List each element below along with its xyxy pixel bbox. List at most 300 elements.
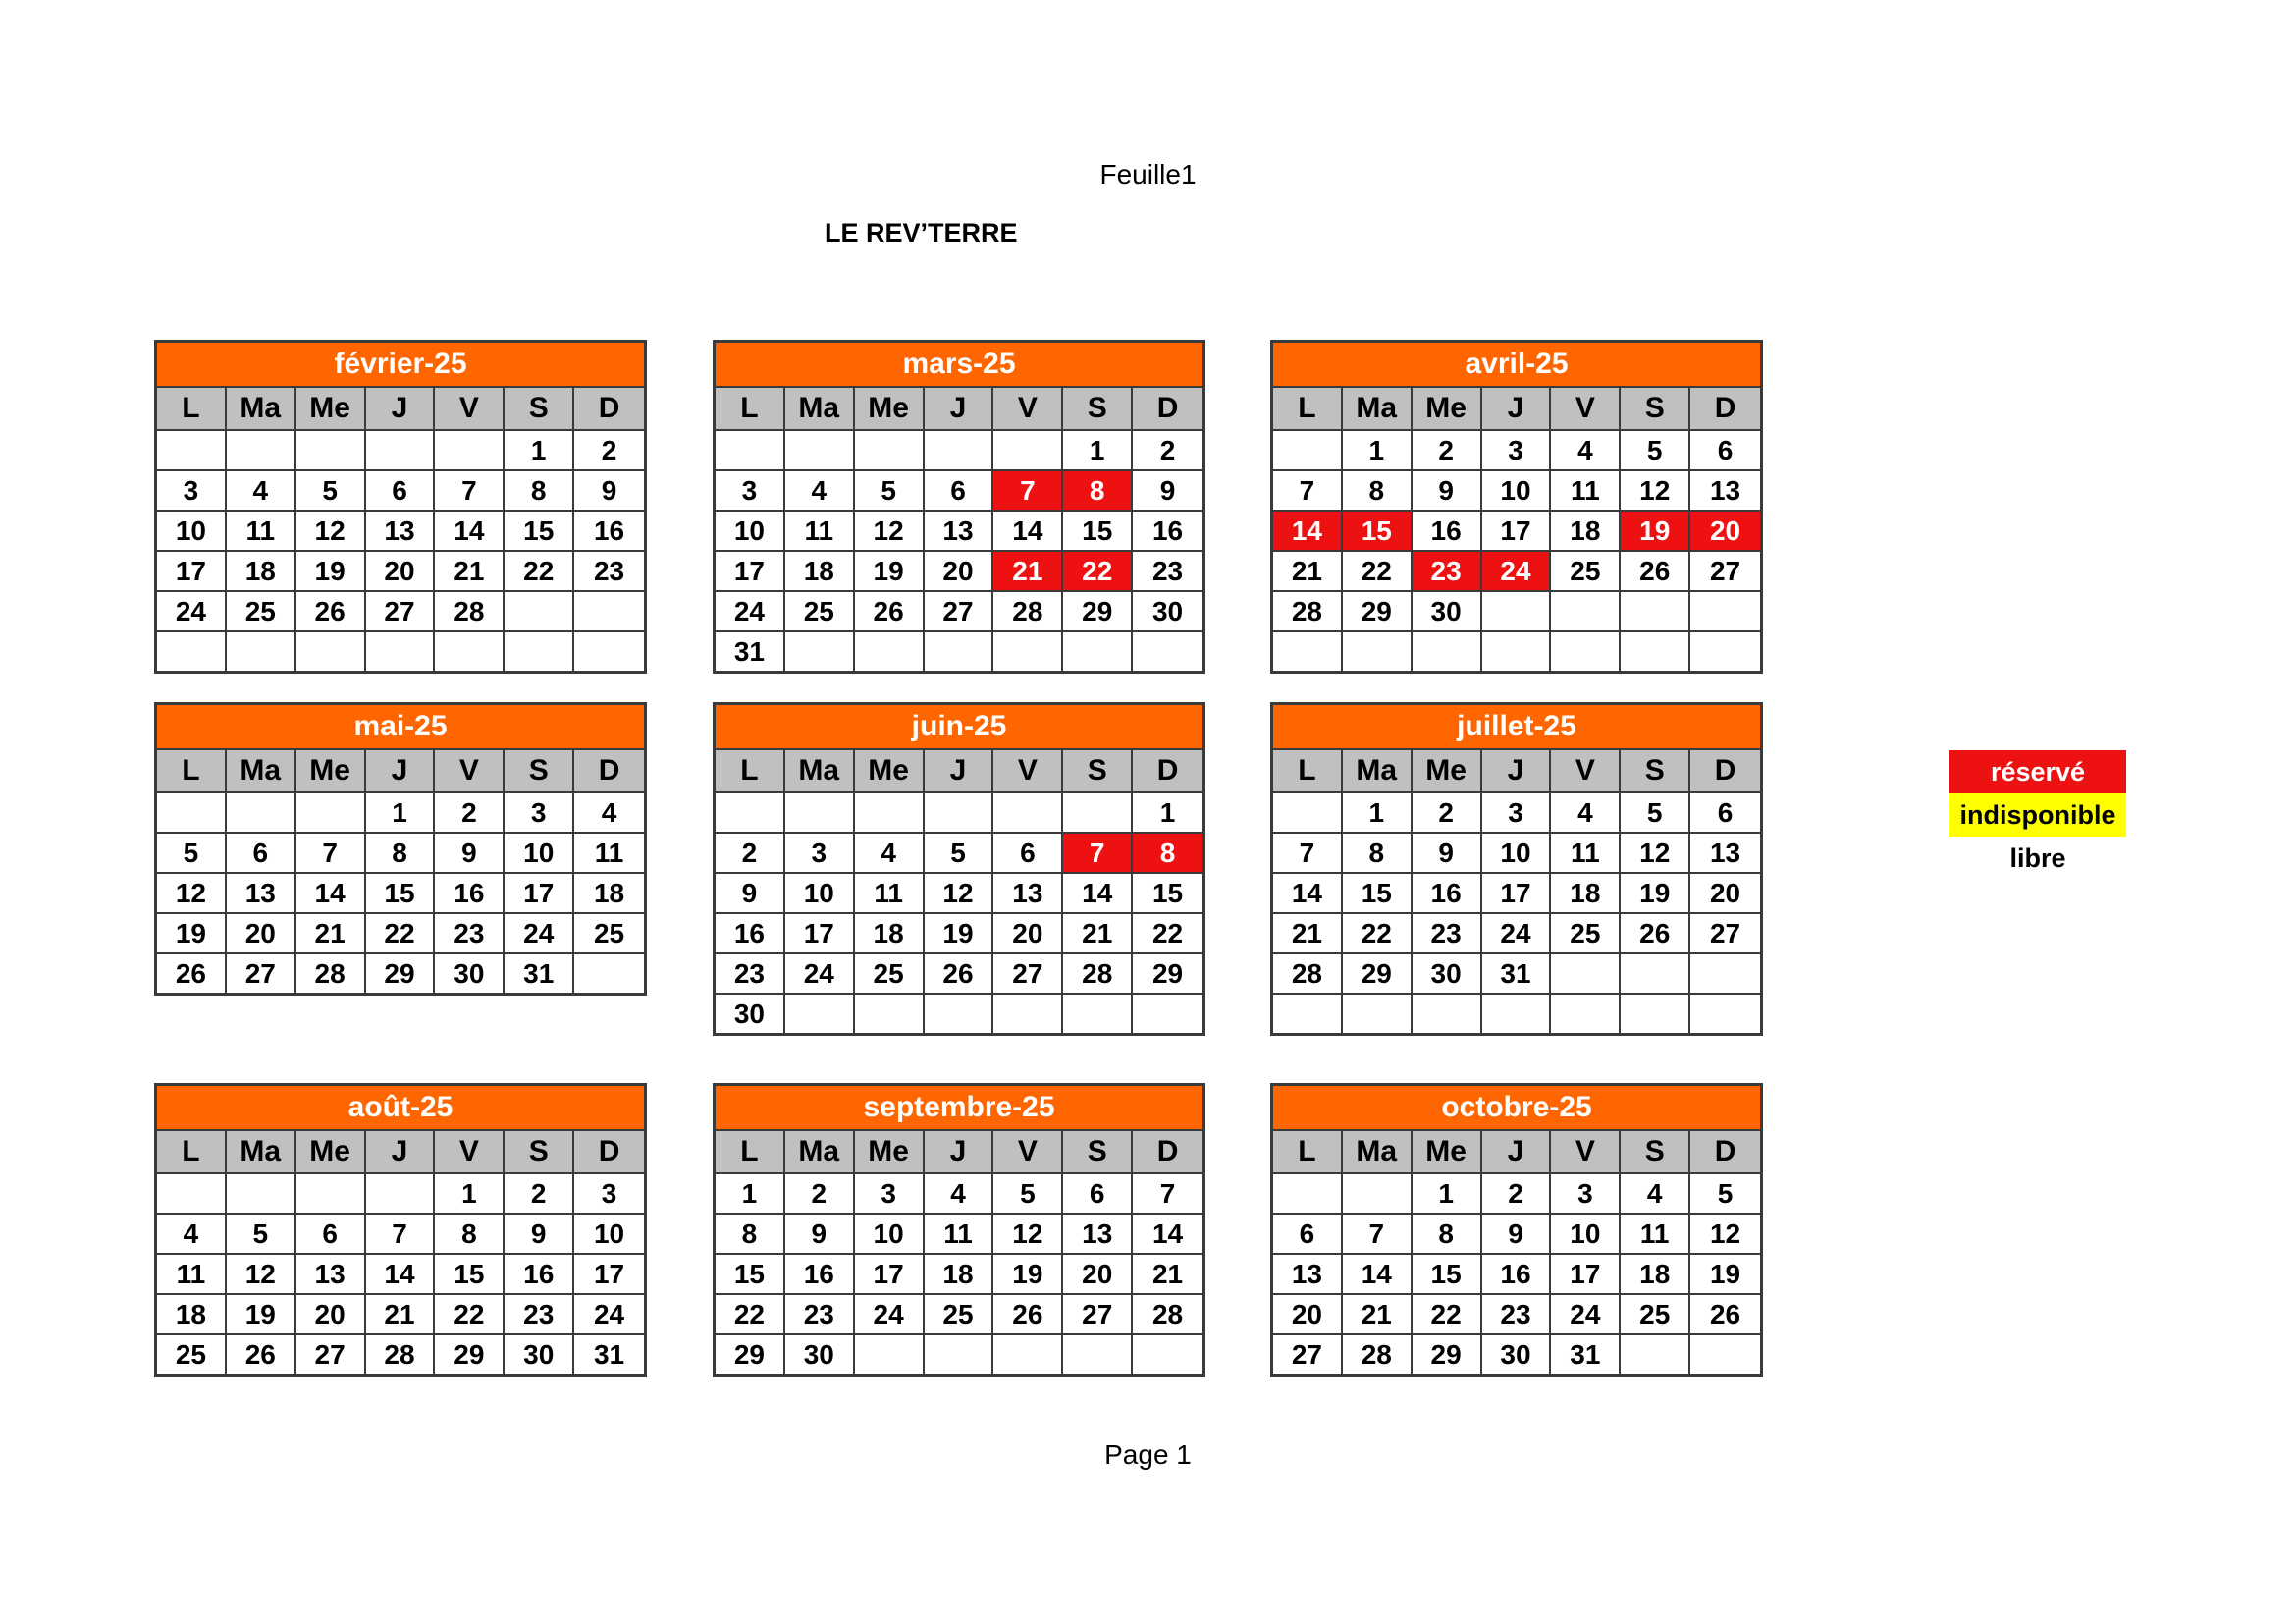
day-cell: 2 — [574, 431, 644, 471]
empty-cell — [993, 995, 1063, 1033]
day-cell: 19 — [925, 914, 994, 954]
day-cell: 26 — [296, 592, 366, 632]
day-cell: 1 — [366, 793, 436, 834]
day-cell: 22 — [1343, 552, 1413, 592]
weekday-header: Me — [1413, 388, 1482, 431]
weekday-header: Me — [1413, 750, 1482, 793]
day-cell: 18 — [1551, 512, 1621, 552]
day-cell: 12 — [157, 874, 227, 914]
weekday-header: L — [1273, 750, 1343, 793]
day-cell: 15 — [505, 512, 574, 552]
day-cell: 25 — [1621, 1295, 1690, 1335]
weekday-header: Me — [296, 1131, 366, 1174]
weekday-header: S — [1621, 750, 1690, 793]
empty-cell — [296, 793, 366, 834]
sheet-name: Feuille1 — [1099, 159, 1197, 189]
empty-cell — [785, 995, 855, 1033]
empty-cell — [716, 431, 785, 471]
day-cell: 19 — [1621, 874, 1690, 914]
day-cell: 20 — [227, 914, 296, 954]
empty-cell — [993, 431, 1063, 471]
day-cell: 5 — [227, 1215, 296, 1255]
empty-cell — [1621, 995, 1690, 1033]
day-cell: 8 — [1063, 471, 1133, 512]
day-cell: 17 — [1551, 1255, 1621, 1295]
weekday-header: S — [505, 750, 574, 793]
weekday-header: J — [1482, 1131, 1552, 1174]
empty-cell — [1621, 592, 1690, 632]
day-cell: 22 — [1133, 914, 1202, 954]
day-cell: 18 — [1621, 1255, 1690, 1295]
day-cell: 16 — [574, 512, 644, 552]
day-cell: 8 — [505, 471, 574, 512]
day-cell: 27 — [993, 954, 1063, 995]
weekday-header: S — [505, 1131, 574, 1174]
weekday-header: Ma — [785, 1131, 855, 1174]
empty-cell — [1690, 1335, 1760, 1374]
weekday-header: Me — [855, 388, 925, 431]
day-cell: 13 — [366, 512, 436, 552]
day-cell: 21 — [296, 914, 366, 954]
day-cell: 27 — [1273, 1335, 1343, 1374]
empty-cell — [574, 954, 644, 993]
day-cell: 7 — [993, 471, 1063, 512]
day-cell: 26 — [925, 954, 994, 995]
weekday-header: D — [574, 388, 644, 431]
empty-cell — [1063, 632, 1133, 671]
month-calendar — [713, 1083, 1205, 1377]
empty-cell — [716, 793, 785, 834]
day-cell: 19 — [993, 1255, 1063, 1295]
day-cell: 19 — [1690, 1255, 1760, 1295]
day-cell: 9 — [785, 1215, 855, 1255]
day-cell: 23 — [785, 1295, 855, 1335]
weekday-header: J — [1482, 388, 1552, 431]
month-title: février-25 — [157, 343, 644, 388]
day-cell: 22 — [1413, 1295, 1482, 1335]
day-cell: 15 — [716, 1255, 785, 1295]
day-cell: 10 — [1551, 1215, 1621, 1255]
empty-cell — [574, 632, 644, 671]
weekday-header: Ma — [1343, 750, 1413, 793]
day-cell: 26 — [1621, 914, 1690, 954]
day-cell: 13 — [296, 1255, 366, 1295]
day-cell: 27 — [1063, 1295, 1133, 1335]
day-cell: 29 — [1413, 1335, 1482, 1374]
day-cell: 9 — [1413, 471, 1482, 512]
day-cell: 22 — [505, 552, 574, 592]
weekday-header: L — [1273, 388, 1343, 431]
day-cell: 30 — [1482, 1335, 1552, 1374]
document-title: LE REV’TERRE — [825, 218, 1018, 247]
day-cell: 15 — [435, 1255, 505, 1295]
day-cell: 28 — [1343, 1335, 1413, 1374]
day-cell: 13 — [227, 874, 296, 914]
day-cell: 8 — [1343, 471, 1413, 512]
month-title: avril-25 — [1273, 343, 1760, 388]
day-cell: 13 — [925, 512, 994, 552]
empty-cell — [925, 1335, 994, 1374]
day-cell: 15 — [1063, 512, 1133, 552]
day-cell: 10 — [1482, 834, 1552, 874]
day-cell: 1 — [505, 431, 574, 471]
empty-cell — [855, 632, 925, 671]
day-cell: 21 — [1343, 1295, 1413, 1335]
empty-cell — [925, 995, 994, 1033]
day-cell: 4 — [574, 793, 644, 834]
empty-cell — [227, 431, 296, 471]
month-grid — [716, 388, 1202, 671]
day-cell: 6 — [296, 1215, 366, 1255]
day-cell: 17 — [157, 552, 227, 592]
empty-cell — [366, 1174, 436, 1215]
day-cell: 18 — [785, 552, 855, 592]
day-cell: 4 — [1551, 431, 1621, 471]
empty-cell — [1621, 632, 1690, 671]
empty-cell — [227, 793, 296, 834]
day-cell: 6 — [366, 471, 436, 512]
empty-cell — [1133, 632, 1202, 671]
day-cell: 29 — [1133, 954, 1202, 995]
day-cell: 24 — [574, 1295, 644, 1335]
empty-cell — [227, 1174, 296, 1215]
day-cell: 24 — [785, 954, 855, 995]
empty-cell — [855, 995, 925, 1033]
day-cell: 16 — [1413, 874, 1482, 914]
empty-cell — [157, 431, 227, 471]
day-cell: 4 — [855, 834, 925, 874]
empty-cell — [1551, 632, 1621, 671]
day-cell: 16 — [1133, 512, 1202, 552]
day-cell: 25 — [925, 1295, 994, 1335]
day-cell: 30 — [716, 995, 785, 1033]
empty-cell — [1063, 1335, 1133, 1374]
legend-free: libre — [2009, 843, 2066, 873]
day-cell: 23 — [1133, 552, 1202, 592]
day-cell: 8 — [1413, 1215, 1482, 1255]
day-cell: 19 — [227, 1295, 296, 1335]
day-cell: 25 — [574, 914, 644, 954]
day-cell: 10 — [574, 1215, 644, 1255]
month-calendar — [713, 702, 1205, 1036]
empty-cell — [227, 632, 296, 671]
day-cell: 17 — [855, 1255, 925, 1295]
empty-cell — [1273, 632, 1343, 671]
weekday-header: J — [1482, 750, 1552, 793]
weekday-header: J — [366, 1131, 436, 1174]
day-cell: 18 — [574, 874, 644, 914]
day-cell: 17 — [716, 552, 785, 592]
day-cell: 20 — [993, 914, 1063, 954]
month-grid — [157, 750, 644, 993]
day-cell: 5 — [925, 834, 994, 874]
day-cell: 16 — [1482, 1255, 1552, 1295]
month-grid — [157, 1131, 644, 1374]
month-calendar — [1270, 1083, 1763, 1377]
day-cell: 15 — [1343, 874, 1413, 914]
day-cell: 1 — [1343, 431, 1413, 471]
day-cell: 14 — [993, 512, 1063, 552]
day-cell: 11 — [785, 512, 855, 552]
day-cell: 11 — [925, 1215, 994, 1255]
day-cell: 21 — [1273, 552, 1343, 592]
day-cell: 10 — [855, 1215, 925, 1255]
day-cell: 31 — [1482, 954, 1552, 995]
month-title: juillet-25 — [1273, 705, 1760, 750]
day-cell: 15 — [366, 874, 436, 914]
day-cell: 27 — [925, 592, 994, 632]
day-cell: 4 — [925, 1174, 994, 1215]
day-cell: 14 — [296, 874, 366, 914]
empty-cell — [296, 1174, 366, 1215]
day-cell: 11 — [1551, 471, 1621, 512]
day-cell: 1 — [1063, 431, 1133, 471]
empty-cell — [855, 1335, 925, 1374]
day-cell: 6 — [1690, 431, 1760, 471]
day-cell: 4 — [1621, 1174, 1690, 1215]
weekday-header: V — [993, 750, 1063, 793]
day-cell: 10 — [1482, 471, 1552, 512]
day-cell: 14 — [1063, 874, 1133, 914]
day-cell: 2 — [435, 793, 505, 834]
day-cell: 21 — [1133, 1255, 1202, 1295]
day-cell: 22 — [1343, 914, 1413, 954]
month-title: octobre-25 — [1273, 1086, 1760, 1131]
day-cell: 19 — [157, 914, 227, 954]
day-cell: 9 — [1482, 1215, 1552, 1255]
day-cell: 17 — [574, 1255, 644, 1295]
weekday-header: Ma — [1343, 388, 1413, 431]
day-cell: 3 — [505, 793, 574, 834]
empty-cell — [993, 1335, 1063, 1374]
day-cell: 2 — [1413, 793, 1482, 834]
day-cell: 12 — [1621, 471, 1690, 512]
day-cell: 12 — [855, 512, 925, 552]
empty-cell — [505, 592, 574, 632]
day-cell: 8 — [1133, 834, 1202, 874]
day-cell: 24 — [1482, 914, 1552, 954]
day-cell: 28 — [296, 954, 366, 993]
day-cell: 25 — [157, 1335, 227, 1374]
day-cell: 28 — [435, 592, 505, 632]
month-title: mars-25 — [716, 343, 1202, 388]
month-calendar — [1270, 702, 1763, 1036]
empty-cell — [785, 431, 855, 471]
legend — [1949, 750, 2126, 880]
day-cell: 14 — [1133, 1215, 1202, 1255]
month-grid — [1273, 1131, 1760, 1374]
day-cell: 12 — [227, 1255, 296, 1295]
day-cell: 24 — [716, 592, 785, 632]
day-cell: 26 — [1621, 552, 1690, 592]
month-calendar — [154, 1083, 647, 1377]
day-cell: 14 — [366, 1255, 436, 1295]
day-cell: 10 — [716, 512, 785, 552]
empty-cell — [574, 592, 644, 632]
day-cell: 3 — [1482, 431, 1552, 471]
day-cell: 3 — [157, 471, 227, 512]
empty-cell — [855, 793, 925, 834]
weekday-header: L — [1273, 1131, 1343, 1174]
empty-cell — [1413, 995, 1482, 1033]
day-cell: 18 — [1551, 874, 1621, 914]
day-cell: 29 — [1343, 954, 1413, 995]
day-cell: 7 — [1273, 471, 1343, 512]
weekday-header: Me — [296, 388, 366, 431]
day-cell: 20 — [296, 1295, 366, 1335]
day-cell: 2 — [505, 1174, 574, 1215]
empty-cell — [1133, 995, 1202, 1033]
day-cell: 20 — [366, 552, 436, 592]
day-cell: 1 — [1343, 793, 1413, 834]
empty-cell — [157, 793, 227, 834]
day-cell: 7 — [1133, 1174, 1202, 1215]
weekday-header: Ma — [1343, 1131, 1413, 1174]
day-cell: 3 — [785, 834, 855, 874]
month-calendar — [713, 340, 1205, 674]
day-cell: 22 — [716, 1295, 785, 1335]
day-cell: 18 — [157, 1295, 227, 1335]
day-cell: 20 — [1273, 1295, 1343, 1335]
empty-cell — [1551, 954, 1621, 995]
day-cell: 28 — [1063, 954, 1133, 995]
empty-cell — [1551, 995, 1621, 1033]
empty-cell — [1133, 1335, 1202, 1374]
day-cell: 23 — [505, 1295, 574, 1335]
month-grid — [1273, 750, 1760, 1033]
day-cell: 10 — [505, 834, 574, 874]
day-cell: 2 — [716, 834, 785, 874]
month-title: août-25 — [157, 1086, 644, 1131]
empty-cell — [435, 632, 505, 671]
day-cell: 3 — [1482, 793, 1552, 834]
day-cell: 6 — [925, 471, 994, 512]
day-cell: 22 — [435, 1295, 505, 1335]
day-cell: 4 — [227, 471, 296, 512]
weekday-header: D — [574, 750, 644, 793]
day-cell: 9 — [1413, 834, 1482, 874]
empty-cell — [1063, 793, 1133, 834]
day-cell: 18 — [925, 1255, 994, 1295]
month-grid — [716, 1131, 1202, 1374]
day-cell: 30 — [505, 1335, 574, 1374]
day-cell: 17 — [505, 874, 574, 914]
day-cell: 2 — [785, 1174, 855, 1215]
day-cell: 29 — [1343, 592, 1413, 632]
empty-cell — [925, 793, 994, 834]
empty-cell — [925, 632, 994, 671]
weekday-header: S — [1621, 388, 1690, 431]
day-cell: 8 — [716, 1215, 785, 1255]
page-number: Page 1 — [1104, 1439, 1192, 1470]
day-cell: 7 — [435, 471, 505, 512]
day-cell: 7 — [366, 1215, 436, 1255]
day-cell: 5 — [1621, 431, 1690, 471]
day-cell: 4 — [1551, 793, 1621, 834]
empty-cell — [1063, 995, 1133, 1033]
day-cell: 1 — [716, 1174, 785, 1215]
day-cell: 28 — [993, 592, 1063, 632]
day-cell: 7 — [1273, 834, 1343, 874]
day-cell: 25 — [1551, 914, 1621, 954]
day-cell: 12 — [1690, 1215, 1760, 1255]
day-cell: 25 — [227, 592, 296, 632]
legend-unavailable: indisponible — [1949, 793, 2126, 837]
day-cell: 28 — [1273, 954, 1343, 995]
empty-cell — [157, 632, 227, 671]
weekday-header: D — [1133, 1131, 1202, 1174]
empty-cell — [993, 793, 1063, 834]
day-cell: 22 — [366, 914, 436, 954]
day-cell: 15 — [1133, 874, 1202, 914]
day-cell: 14 — [1343, 1255, 1413, 1295]
empty-cell — [1690, 954, 1760, 995]
day-cell: 1 — [1413, 1174, 1482, 1215]
day-cell: 27 — [366, 592, 436, 632]
weekday-header: Ma — [785, 750, 855, 793]
day-cell: 23 — [574, 552, 644, 592]
empty-cell — [1621, 954, 1690, 995]
day-cell: 28 — [1133, 1295, 1202, 1335]
day-cell: 8 — [366, 834, 436, 874]
day-cell: 23 — [1482, 1295, 1552, 1335]
day-cell: 7 — [1343, 1215, 1413, 1255]
month-calendar — [154, 340, 647, 674]
day-cell: 9 — [505, 1215, 574, 1255]
day-cell: 3 — [855, 1174, 925, 1215]
day-cell: 30 — [1133, 592, 1202, 632]
day-cell: 23 — [435, 914, 505, 954]
day-cell: 30 — [785, 1335, 855, 1374]
day-cell: 22 — [1063, 552, 1133, 592]
day-cell: 11 — [1621, 1215, 1690, 1255]
day-cell: 21 — [435, 552, 505, 592]
weekday-header: V — [435, 1131, 505, 1174]
weekday-header: Ma — [785, 388, 855, 431]
weekday-header: L — [716, 750, 785, 793]
empty-cell — [1343, 995, 1413, 1033]
day-cell: 11 — [574, 834, 644, 874]
empty-cell — [785, 793, 855, 834]
day-cell: 16 — [716, 914, 785, 954]
day-cell: 11 — [157, 1255, 227, 1295]
empty-cell — [855, 431, 925, 471]
month-grid — [1273, 388, 1760, 671]
day-cell: 25 — [855, 954, 925, 995]
day-cell: 13 — [1273, 1255, 1343, 1295]
weekday-header: L — [716, 1131, 785, 1174]
month-calendar — [1270, 340, 1763, 674]
month-title: mai-25 — [157, 705, 644, 750]
day-cell: 5 — [855, 471, 925, 512]
empty-cell — [1273, 793, 1343, 834]
weekday-header: V — [1551, 1131, 1621, 1174]
day-cell: 24 — [1551, 1295, 1621, 1335]
empty-cell — [1273, 995, 1343, 1033]
weekday-header: J — [925, 388, 994, 431]
day-cell: 14 — [1273, 874, 1343, 914]
day-cell: 5 — [296, 471, 366, 512]
empty-cell — [157, 1174, 227, 1215]
day-cell: 11 — [855, 874, 925, 914]
day-cell: 29 — [435, 1335, 505, 1374]
empty-cell — [1273, 1174, 1343, 1215]
weekday-header: S — [1063, 750, 1133, 793]
day-cell: 7 — [1063, 834, 1133, 874]
day-cell: 26 — [157, 954, 227, 993]
weekday-header: V — [1551, 388, 1621, 431]
day-cell: 16 — [505, 1255, 574, 1295]
